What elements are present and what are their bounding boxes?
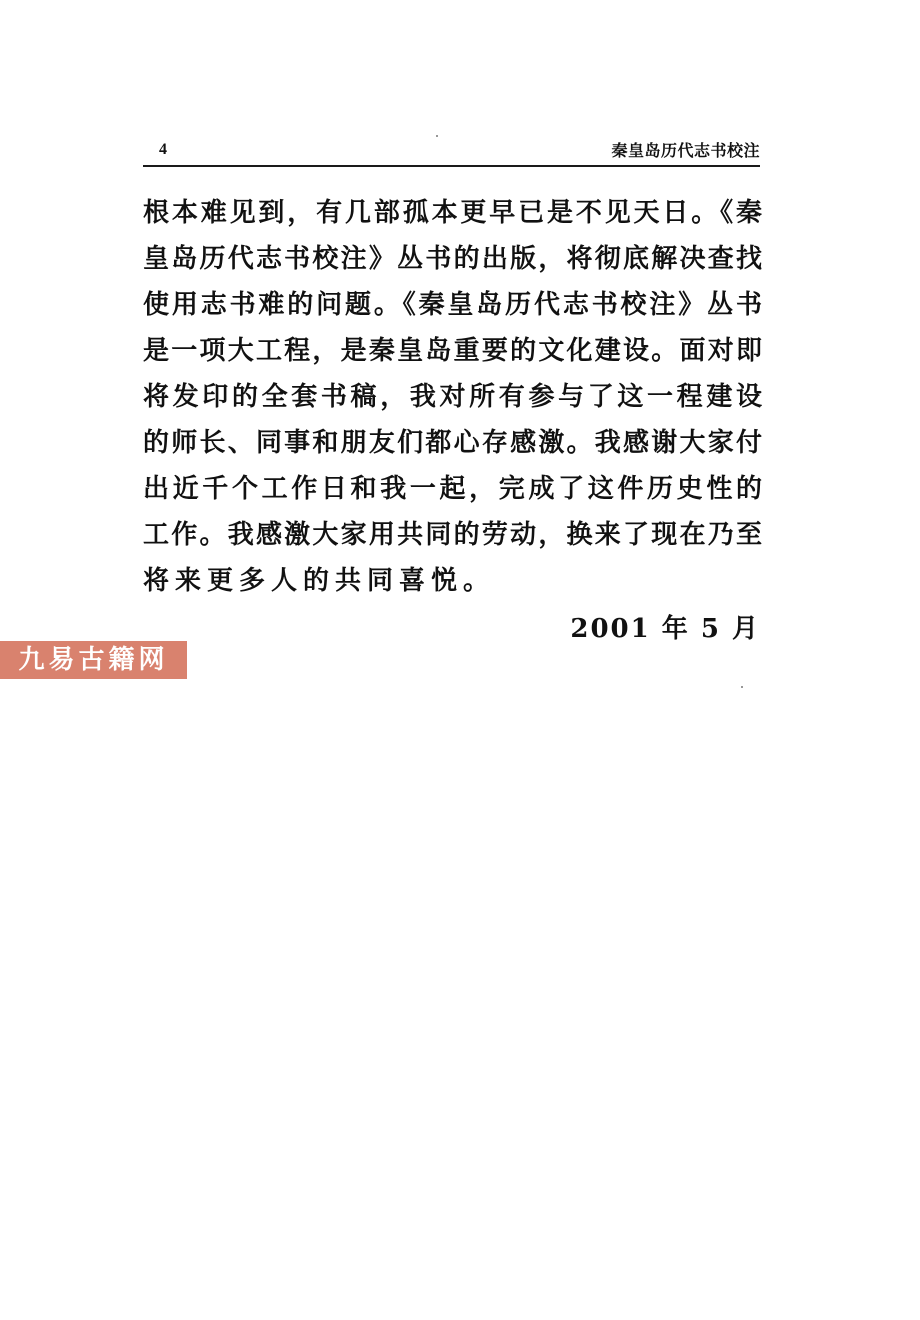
running-head-title: 秦皇岛历代志书校注 xyxy=(611,141,760,160)
body-line: 将发印的全套书稿，我对所有参与了这一程建设 xyxy=(143,382,763,412)
body-paragraph xyxy=(143,190,763,604)
body-line: 出近千个工作日和我一起，完成了这件历史性的 xyxy=(143,474,763,504)
signature-date: 2001 年 5 月 xyxy=(570,614,760,644)
body-line: 是一项大工程，是秦皇岛重要的文化建设。面对即 xyxy=(143,336,763,366)
print-speck xyxy=(436,135,438,137)
header-rule xyxy=(143,165,760,167)
body-line: 工作。我感激大家用共同的劳动，换来了现在乃至 xyxy=(143,520,763,550)
body-line: 皇岛历代志书校注》丛书的出版，将彻底解决查找 xyxy=(143,244,763,274)
watermark-logo: 九易古籍网 xyxy=(0,641,187,679)
body-line: 使用志书难的问题。《秦皇岛历代志书校注》丛书 xyxy=(143,290,763,320)
print-speck xyxy=(741,686,743,688)
body-line: 根本难见到，有几部孤本更早已是不见天日。《秦 xyxy=(143,198,763,228)
body-line: 将来更多人的共同喜悦。 xyxy=(143,566,496,596)
page-number: 4 xyxy=(159,141,167,158)
page-header xyxy=(143,138,760,162)
body-line: 的师长、同事和朋友们都心存感激。我感谢大家付 xyxy=(143,428,763,458)
